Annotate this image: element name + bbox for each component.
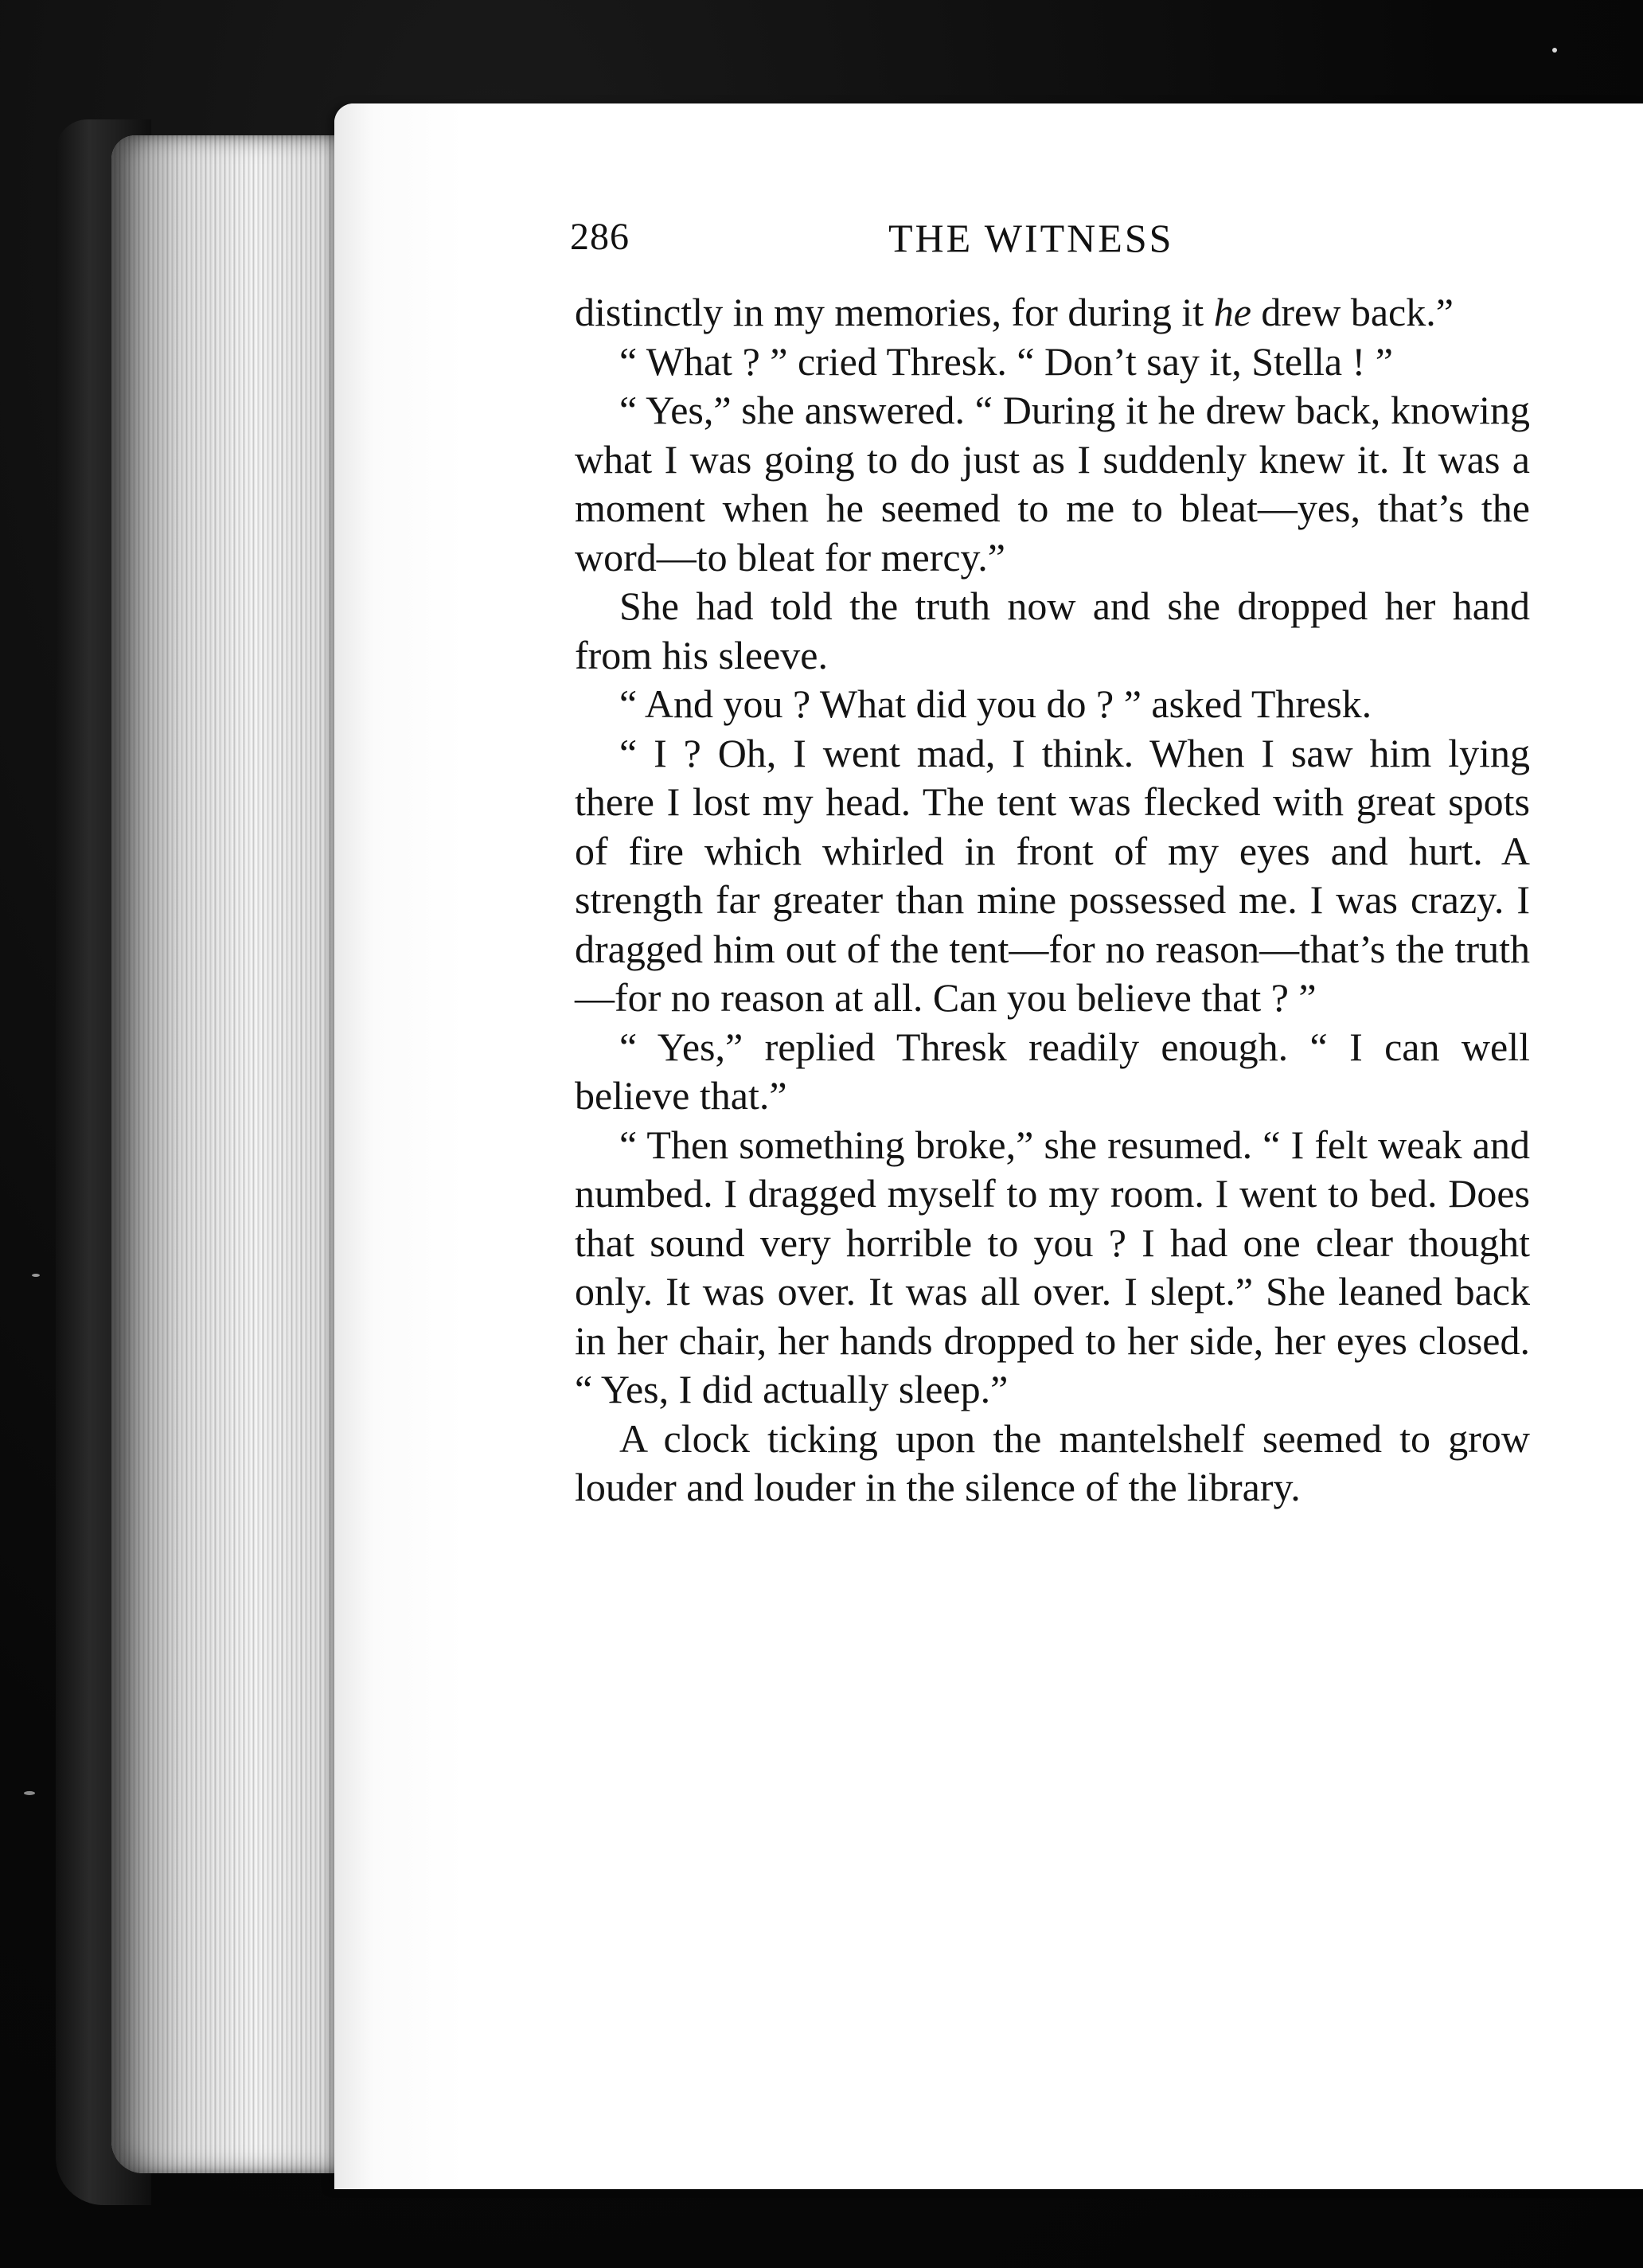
scan-speck — [32, 1274, 40, 1277]
page-fore-edge-shadow — [111, 135, 350, 2173]
paragraph: “ I ? Oh, I went mad, I think. When I saw him lying there I lost my head. The tent was flecked with great spots of fire which whirled in front of my eyes and hurt. A strength far greater than mine possessed me. I was crazy. I dragged him out of the tent—for no reason—that’s the truth—for no reason at all. Can you believe that ? ” — [575, 730, 1530, 1020]
running-head — [570, 215, 1509, 287]
paragraph: “ And you ? What did you do ? ” asked Thresk. — [619, 681, 1372, 726]
scan-speck — [1552, 48, 1557, 53]
book-title: THE WITNESS — [888, 216, 1174, 260]
paragraph: “ Yes,” she answered. “ During it he drew back, knowing what I was going to do just as I suddenly knew it. It was a moment when he seemed to me to bleat—yes, that’s the word—to bleat for mercy.” — [575, 388, 1530, 580]
paragraph: She had told the truth now and she dropped her hand from his sleeve. — [575, 584, 1530, 677]
paragraph: distinctly in my memories, for during it he drew back.” — [575, 290, 1454, 334]
book-page — [334, 103, 1643, 2189]
paragraph: “ What ? ” cried Thresk. “ Don’t say it, Stella ! ” — [619, 338, 1393, 384]
paragraph: “ Then something broke,” she resumed. “ I felt weak and numbed. I dragged myself to my room. I went to bed. Does that sound very horrible to you ? I had one clear thought only. It was over. It was all over. I slept.” She leaned back in her chair, her hands dropped to her side, her eyes closed. “ Yes, I did actually sleep.” — [575, 1122, 1530, 1411]
scan-speck — [24, 1791, 35, 1795]
paragraph: “ Yes,” replied Thresk readily enough. “ I can well believe that.” — [575, 1024, 1530, 1118]
paragraph: A clock ticking upon the mantelshelf seemed to grow louder and louder in the silence of the library. — [575, 1415, 1530, 1509]
page-number: 286 — [570, 216, 630, 258]
body-text — [575, 288, 1530, 1513]
emphasized-word: he — [1213, 290, 1251, 334]
